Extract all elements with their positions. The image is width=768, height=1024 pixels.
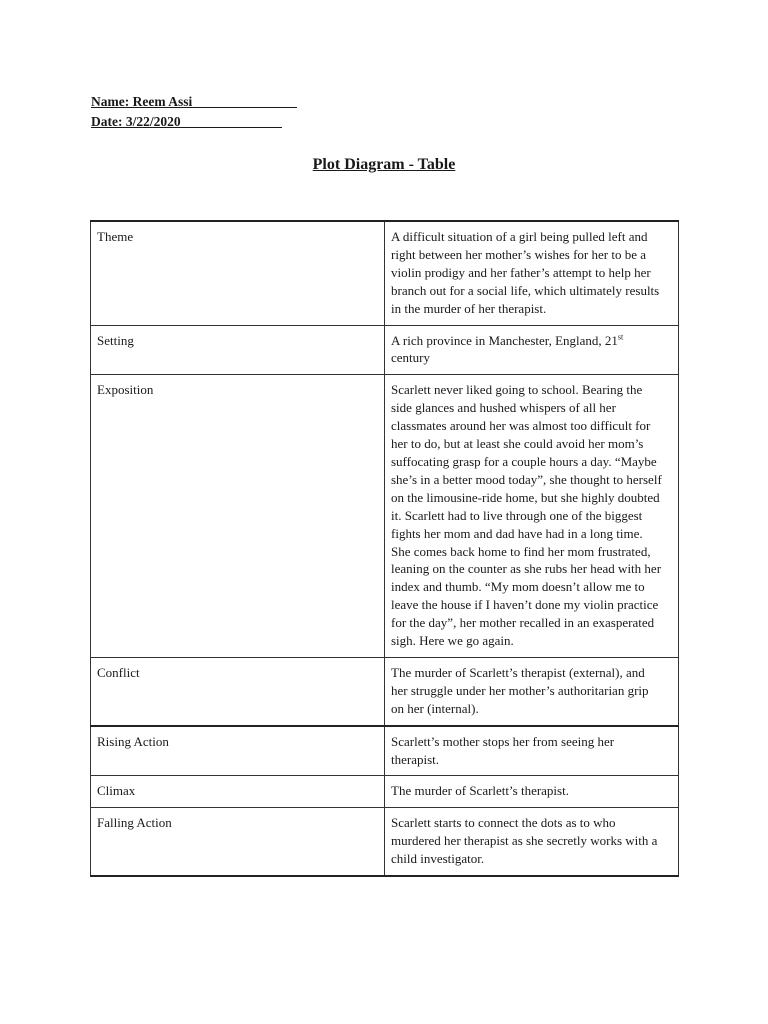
plot-diagram-table <box>90 220 679 877</box>
table-row-falling-action <box>91 808 679 876</box>
row-value-exposition: Scarlett never liked going to school. Bearing the side glances and hushed whispers of all her classmates around her was almost too difficult for her to do, but at least she could avoid her mom’s suffocating grasp for a couple hours a day. “Maybe she’s in a better mood today”, she thought to herself on the limousine-ride home, but she highly doubted it. Scarlett had to live through one of the biggest fights her mom and dad have had in a long time. She comes back home to find her mom frustrated, leaning on the counter as she rubs her head with her index and thumb. “My mom doesn’t allow me to leave the house if I haven’t done my violin practice for the day”, her mother recalled in an exasperated sigh. Here we go again. <box>385 375 679 658</box>
setting-superscript: st <box>617 332 624 342</box>
row-value-rising-action: Scarlett’s mother stops her from seeing her therapist. <box>385 726 679 776</box>
setting-text-end: century <box>391 350 430 366</box>
row-value-setting <box>385 325 679 375</box>
row-value-falling-action: Scarlett starts to connect the dots as to who murdered her therapist as she secretly works with a child investigator. <box>385 808 679 876</box>
table-row-setting <box>91 325 679 375</box>
table-row-exposition <box>91 375 679 658</box>
row-label-setting: Setting <box>91 325 385 375</box>
table-row-theme <box>91 221 679 325</box>
date-line: Date: 3/22/2020_______________ <box>91 114 282 129</box>
row-value-conflict: The murder of Scarlett’s therapist (external), and her struggle under her mother’s authoritarian grip on her (internal). <box>385 657 679 725</box>
row-label-theme: Theme <box>91 221 385 325</box>
row-label-exposition: Exposition <box>91 375 385 658</box>
page-title: Plot Diagram - Table <box>312 156 456 173</box>
table-row-conflict <box>91 657 679 725</box>
table-row-rising-action <box>91 726 679 776</box>
setting-text: A rich province in Manchester, England, 21 <box>391 332 618 348</box>
row-label-climax: Climax <box>91 776 385 808</box>
table-row-climax <box>91 776 679 808</box>
row-label-conflict: Conflict <box>91 657 385 725</box>
row-label-rising-action: Rising Action <box>91 726 385 776</box>
row-value-climax: The murder of Scarlett’s therapist. <box>385 776 679 808</box>
name-line: Name: Reem Assi _______________ <box>91 94 297 109</box>
row-label-falling-action: Falling Action <box>91 808 385 876</box>
row-value-theme: A difficult situation of a girl being pulled left and right between her mother’s wishes for her to be a violin prodigy and her father’s attempt to help her branch out for a social life, which ultimately results in the murder of her therapist. <box>385 221 679 325</box>
